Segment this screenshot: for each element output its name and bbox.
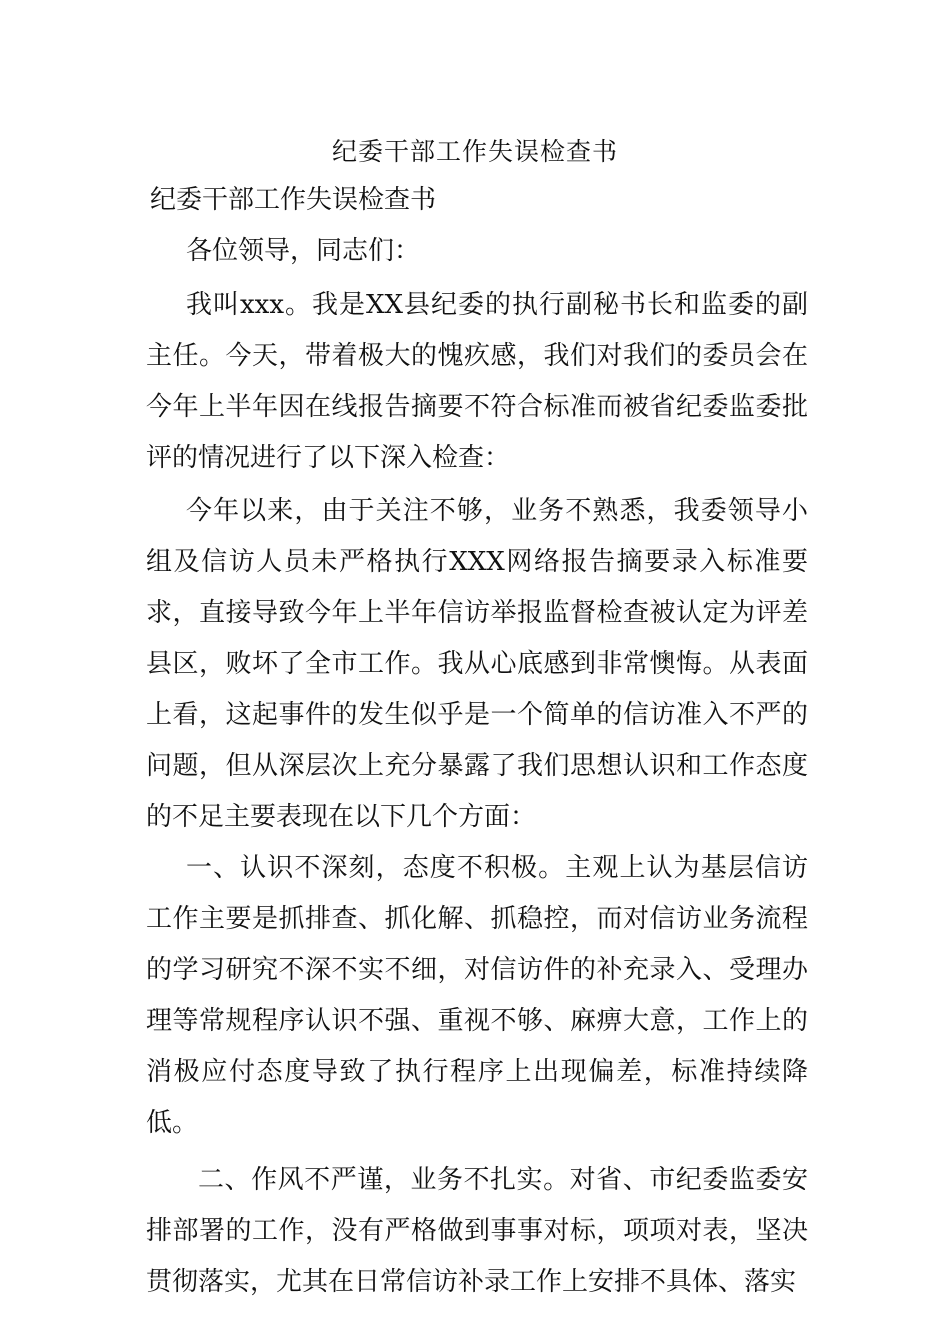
paragraph-background: 今年以来，由于关注不够，业务不熟悉，我委领导小组及信访人员未严格执行XXX网络报告摘要录入标准要求，直接导致今年上半年信访举报监督检查被认定为评差县区，败坏了全市工作。我从心底感到非常懊悔。从表面上看，这起事件的发生似乎是一个简单的信访准入不严的问题，但从深层次上充分暴露了我们思想认识和工作态度的不足主要表现在以下几个方面： [146, 496, 808, 832]
document-body [146, 226, 808, 1308]
document-subtitle: 纪委干部工作失误检查书 [150, 185, 437, 215]
paragraph-point-one: 一、认识不深刻，态度不积极。主观上认为基层信访工作主要是抓排查、抓化解、抓稳控，而对信访业务流程的学习研究不深不实不细，对信访件的补充录入、受理办理等常规程序认识不强、重视不够、麻痹大意，工作上的消极应付态度导致了执行程序上出现偏差，标准持续降低。 [146, 853, 808, 1138]
paragraph-point-two: 二、作风不严谨，业务不扎实。对省、市纪委监委安排部署的工作，没有严格做到事事对标，项项对表，坚决贯彻落实，尤其在日常信访补录工作上安排不具体、落实 [146, 1165, 808, 1297]
paragraph-introduction: 我叫xxx。我是XX县纪委的执行副秘书长和监委的副主任。今天，带着极大的愧疚感，我们对我们的委员会在今年上半年因在线报告摘要不符合标准而被省纪委监委批评的情况进行了以下深入检查： [146, 290, 808, 473]
greeting: 各位领导，同志们： [186, 236, 421, 266]
document-title: 纪委干部工作失误检查书 [331, 137, 618, 166]
